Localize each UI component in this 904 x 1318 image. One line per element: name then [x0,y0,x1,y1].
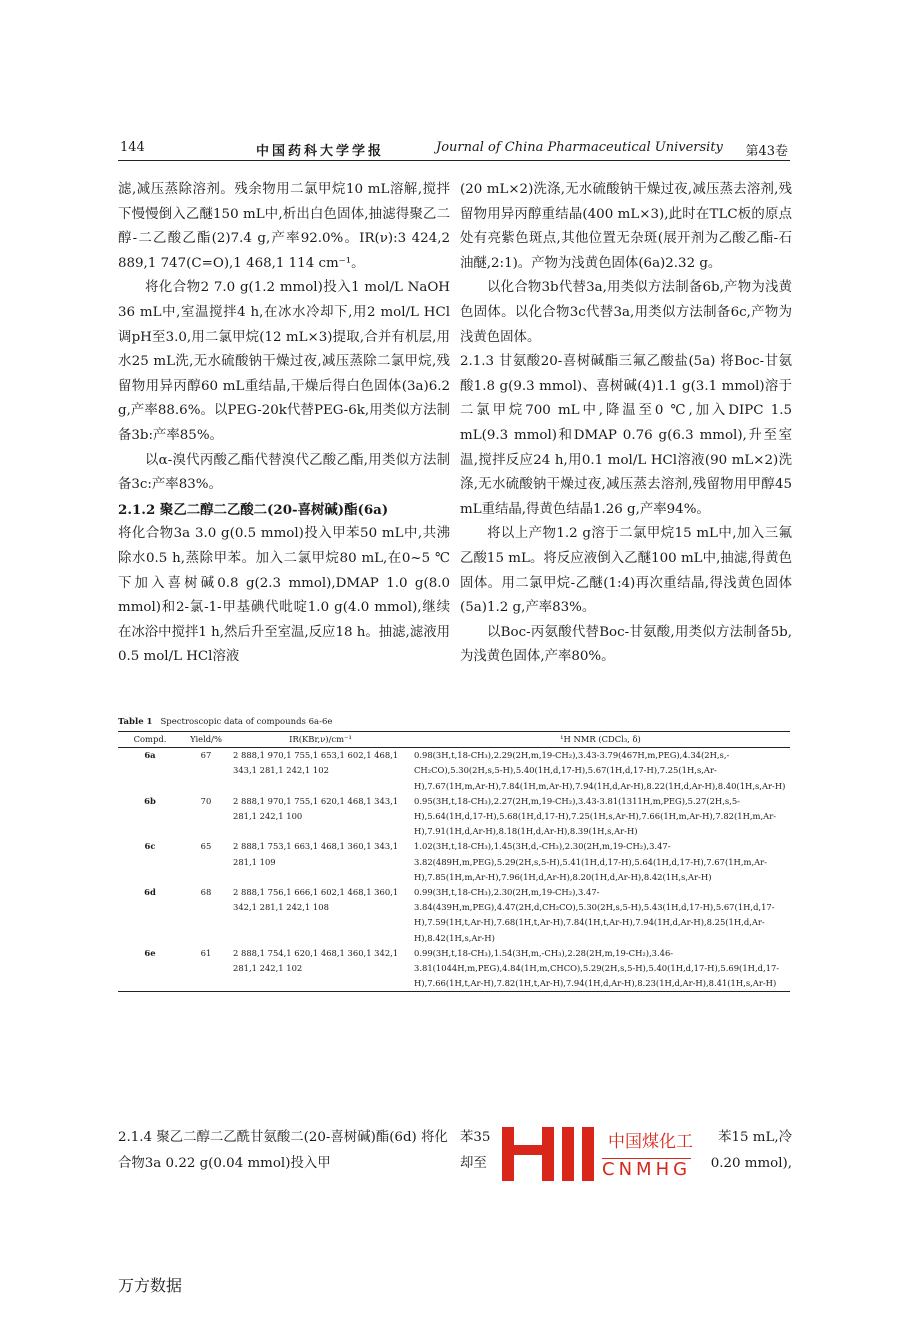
section-heading: 2.1.2 聚乙二醇二乙酸二(20-喜树碱)酯(6a) [118,501,389,518]
paragraph: (20 mL×2)洗涤,无水硫酸钠干燥过夜,减压蒸去溶剂,残留物用异丙醇重结晶(400 mL×3),此时在TLC板的原点处有亮紫色斑点,其他位置无杂斑(展开剂为乙酸乙酯-石油醚,2:1)。产物为浅黄色固体(6a)2.32 g。 [460,182,792,271]
cell-compd: 6e [144,947,156,958]
col-header-compd: Compd. [133,734,167,744]
table-caption-text: Spectroscopic data of compounds 6a-6e [160,717,333,727]
cell-yield: 61 [200,947,212,958]
watermark-text-en: CNMHG [602,1159,692,1180]
cell-yield: 70 [200,795,212,806]
cell-ir: 2 888,1 754,1 620,1 468,1 360,1 342,1 281,1 242,1 102 [233,947,399,974]
watermark-text-cn: 中国煤化工 [608,1127,693,1152]
table-caption [118,717,332,727]
left-column [118,178,450,670]
journal-title-en: Journal of China Pharmaceutical University [436,140,723,155]
paragraph: 以化合物3b代替3a,用类似方法制备6b,产物为浅黄色固体。以化合物3c代替3a,用类似方法制备6c,产物为浅黄色固体。 [460,280,792,345]
cell-ir: 2 888,1 753,1 663,1 468,1 360,1 343,1 281,1 109 [233,841,399,867]
page-header [118,136,790,161]
col-header-ir: IR(KBr,ν)/cm⁻¹ [289,734,352,744]
table-row [118,839,790,885]
paragraph: 滤,减压蒸除溶剂。残余物用二氯甲烷10 mL溶解,搅拌下慢慢倒入乙醚150 mL中,析出白色固体,抽滤得聚乙二醇-二乙酸乙酯(2)7.4 g,产率92.0%。IR(ν):3 424,2 889,1 747(C=O),1 468,1 114 cm⁻¹。 [118,182,450,271]
cell-nmr: 0.98(3H,t,18-CH₃),2.29(2H,m,19-CH₂),3.43-3.79(467H,m,PEG),4.34(2H,s,-CH₂CO),5.30(2H,s,5-H),5.40(1H,d,17-H),5.67(1H,d,17-H),7.25(1H,s,Ar-H),7.67(1H,m,Ar-H),7.84(1H,m,Ar-H),7.94(1H,d,Ar-H),8.22(1H,d,Ar-H),8.40(1H,s,Ar-H) [414,750,786,791]
cell-yield: 65 [200,841,212,852]
cell-ir: 2 888,1 756,1 666,1 602,1 468,1 360,1 342,1 281,1 242,1 108 [233,887,399,913]
volume-label: 第43卷 [745,144,788,159]
text-fragment: 0.20 mmol), [710,1156,792,1171]
table-row [118,946,790,992]
watermark-logo [498,1125,602,1183]
table-header-row [118,732,790,748]
spectroscopic-data-table [118,731,790,992]
paragraph: 以α-溴代丙酸乙酯代替溴代乙酸乙酯,用类似方法制备3c:产率83%。 [118,452,450,493]
cell-nmr: 0.99(3H,t,18-CH₃),2.30(2H,m,19-CH₂),3.47-3.84(439H,m,PEG),4.47(2H,d,CH₂CO),5.30(2H,s,5-H),5.43(1H,d,17-H),5.67(1H,d,17-H),7.59(1H,t,Ar-H),7.68(1H,t,Ar-H),7.84(1H,t,Ar-H),7.94(1H,d,Ar-H),8.25(1H,d,Ar-H),8.42(1H,s,Ar-H) [414,887,775,943]
right-column [460,178,792,670]
cell-compd: 6c [144,841,156,852]
cell-yield: 67 [200,750,212,761]
table-label: Table 1 [118,717,153,727]
cell-compd: 6a [144,750,156,761]
cell-compd: 6b [144,795,156,806]
cell-yield: 68 [200,887,212,898]
col-header-nmr: ¹H NMR (CDCl₃, δ) [560,734,641,744]
paragraph: 以Boc-丙氨酸代替Boc-甘氨酸,用类似方法制备5b,为浅黄色固体,产率80%。 [460,624,792,665]
text-fragment: 苯35 [460,1130,491,1145]
section-paragraph: 2.1.3 甘氨酸20-喜树碱酯三氟乙酸盐(5a) 将Boc-甘氨酸1.8 g(9.3 mmol)、喜树碱(4)1.1 g(3.1 mmol)溶于二氯甲烷700 mL中,降温至0 ℃,加入DIPC 1.5 mL(9.3 mmol)和DMAP 0.76 g(6.3 mmol),升至室温,搅拌反应24 h,用0.1 mol/L HCl溶液(90 mL×2)洗涤,无水硫酸钠干燥过夜,减压蒸去溶剂,残留物用甲醇45 mL重结晶,得黄色结晶1.26 g,产率94%。 [460,354,792,517]
footer-source: 万方数据 [118,1276,183,1295]
paragraph: 将以上产物1.2 g溶于二氯甲烷15 mL中,加入三氟乙酸15 mL。将反应液倒入乙醚100 mL中,抽滤,得黄色固体。用二氯甲烷-乙醚(1:4)再次重结晶,得浅黄色固体(5a)1.2 g,产率83%。 [460,526,792,616]
text-fragment: 苯15 mL,冷 [718,1130,792,1145]
page-number: 144 [120,140,145,155]
cell-ir: 2 888,1 970,1 755,1 653,1 602,1 468,1 343,1 281,1 242,1 102 [233,750,399,776]
table-row [118,885,790,946]
cell-ir: 2 888,1 970,1 755,1 620,1 468,1 343,1 281,1 242,1 100 [233,795,399,822]
paragraph: 将化合物2 7.0 g(1.2 mmol)投入1 mol/L NaOH 36 mL中,室温搅拌4 h,在冰水冷却下,用2 mol/L HCl调pH至3.0,用二氯甲烷(12 mL×3)提取,合并有机层,用水25 mL洗,无水硫酸钠干燥过夜,减压蒸除二氯甲烷,残留物用异丙醇60 mL重结晶,干燥后得白色固体(3a)6.2 g,产率88.6%。以PEG-20k代替PEG-6k,用类似方法制备3b:产率85%。 [118,280,450,443]
table-row [118,794,790,840]
text-fragment: 却至 [460,1156,487,1171]
cell-nmr: 1.02(3H,t,18-CH₃),1.45(3H,d,-CH₃),2.30(2H,m,19-CH₂),3.47-3.82(489H,m,PEG),5.29(2H,s,5-H),5.41(1H,d,17-H),5.64(1H,d,17-H),7.67(1H,m,Ar-H),7.85(1H,m,Ar-H),7.96(1H,d,Ar-H),8.20(1H,d,Ar-H),8.42(1H,s,Ar-H) [414,841,767,882]
cell-nmr: 0.99(3H,t,18-CH₃),1.54(3H,m,-CH₃),2.28(2H,m,19-CH₂),3.46-3.81(1044H,m,PEG),4.84(1H,m,CHCO),5.29(2H,s,5-H),5.40(1H,d,17-H),5.69(1H,d,17-H),7.66(1H,t,Ar-H),7.82(1H,t,Ar-H),7.94(1H,d,Ar-H),8.23(1H,d,Ar-H),8.41(1H,s,Ar-H) [414,947,780,989]
table-row [118,748,790,794]
paragraph: 将化合物3a 3.0 g(0.5 mmol)投入甲苯50 mL中,共沸除水0.5 h,蒸除甲苯。加入二氯甲烷80 mL,在0~5 ℃下加入喜树碱0.8 g(2.3 mmol),DMAP 1.0 g(8.0 mmol)和2-氯-1-甲基碘代吡啶1.0 g(4.0 mmol),继续在冰浴中搅拌1 h,然后升至室温,反应18 h。抽滤,滤液用0.5 mol/L HCl溶液 [118,526,450,665]
cell-nmr: 0.95(3H,t,18-CH₃),2.27(2H,m,19-CH₂),3.43-3.81(1311H,m,PEG),5.27(2H,s,5-H),5.64(1H,d,17-H),5.68(1H,d,17-H),7.25(1H,s,Ar-H),7.66(1H,m,Ar-H),7.82(1H,m,Ar-H),7.91(1H,d,Ar-H),8.18(1H,d,Ar-H),8.39(1H,s,Ar-H) [414,795,777,837]
cell-compd: 6d [144,887,156,898]
section-2-1-4-start: 2.1.4 聚乙二醇二乙酰甘氨酸二(20-喜树碱)酯(6d) 将化合物3a 0.22 g(0.04 mmol)投入甲 [118,1130,448,1171]
journal-title-cn: 中国药科大学学报 [256,144,385,159]
col-header-yield: Yield/% [190,734,222,744]
